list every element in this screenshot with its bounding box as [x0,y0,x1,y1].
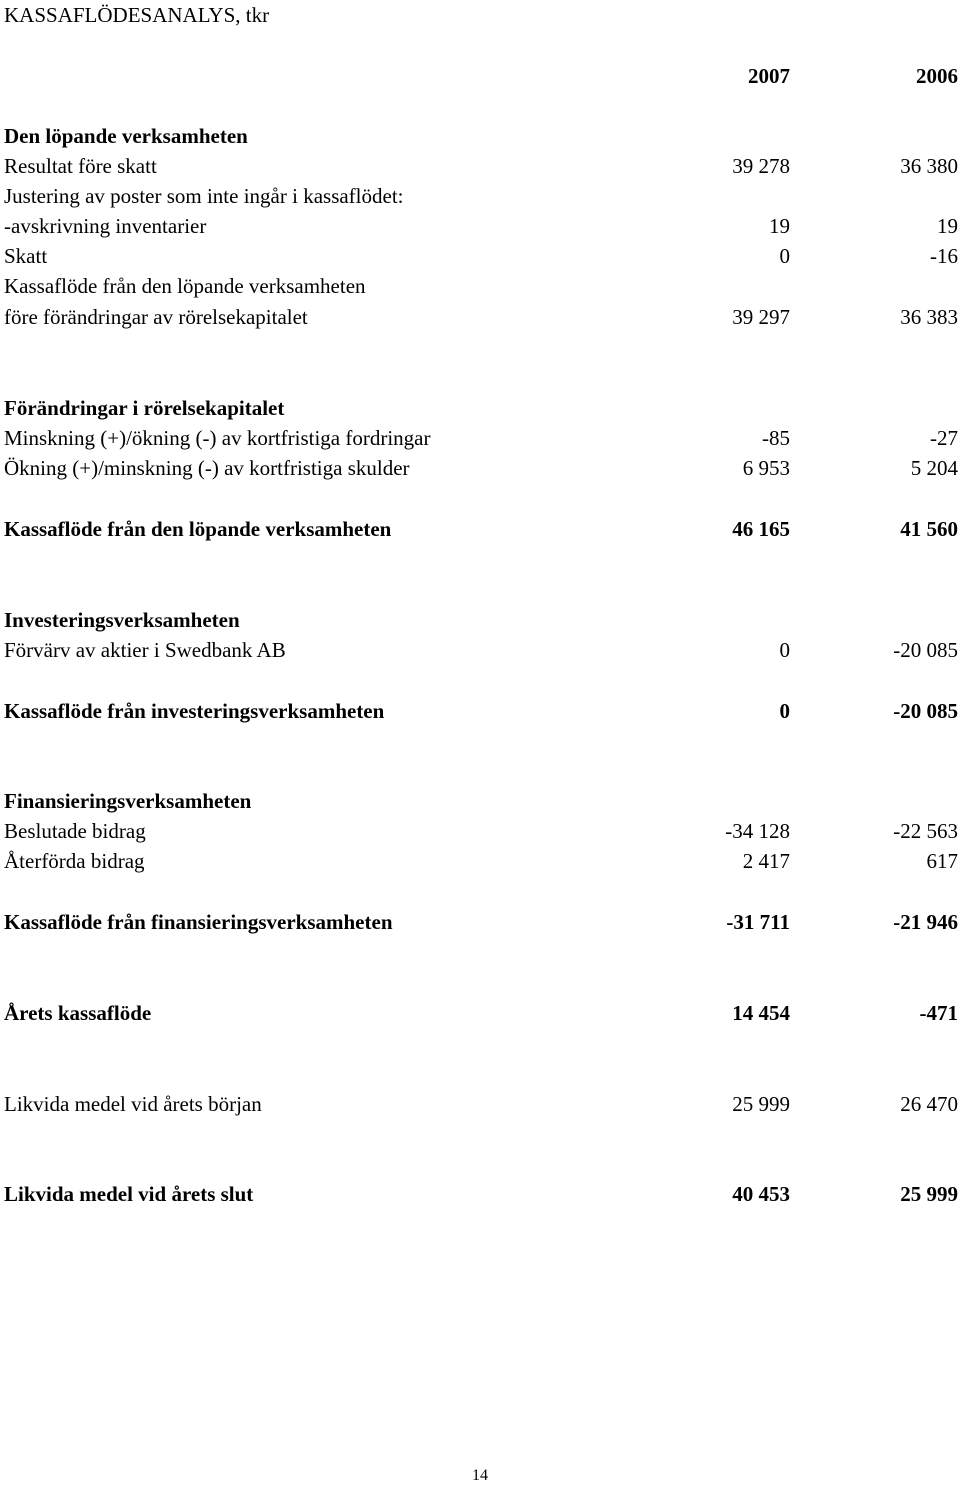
value-2006: 25 999 [900,1182,958,1206]
row-label: Kassaflöde från den löpande verksamheten [4,517,392,541]
table-row-tax [4,241,958,271]
value-2006: 617 [926,849,958,873]
section-heading-label: Förändringar i rörelsekapitalet [4,396,285,420]
value-2007: -34 128 [725,819,790,843]
section-heading-label: Investeringsverksamheten [4,608,240,632]
table-row-result-before-tax [4,151,958,181]
section-heading-operating [4,121,958,151]
value-2006: -471 [919,1001,958,1025]
row-label: Kassaflöde från investeringsverksamheten [4,699,385,723]
page-title: KASSAFLÖDESANALYS, tkr [4,3,270,27]
page-number: 14 [472,1467,488,1484]
value-2007: 14 454 [732,1001,790,1025]
value-2007: 19 [769,214,790,238]
year-header-row [4,61,958,91]
value-2006: 5 204 [910,456,958,480]
row-label: Beslutade bidrag [4,819,146,843]
row-label: före förändringar av rörelsekapitalet [4,305,308,329]
row-label: Minskning (+)/ökning (-) av kortfristiga fordringar [4,426,431,450]
total-row-cash-end [4,1179,958,1209]
value-2007: 25 999 [732,1092,790,1116]
value-2007: 40 453 [732,1182,790,1206]
table-row-cash-start [4,1089,958,1119]
row-label: Återförda bidrag [4,849,145,873]
table-row-depreciation [4,211,958,241]
table-row-shares [4,635,958,665]
value-2006: 36 380 [900,154,958,178]
value-2007: 39 278 [732,154,790,178]
table-row-grants-returned [4,846,958,876]
total-row-year-cashflow [4,998,958,1028]
value-2006: -20 085 [893,638,958,662]
table-row-subtotal [4,302,958,332]
section-heading-financing [4,786,958,816]
row-label: Skatt [4,244,48,268]
row-label: Förvärv av aktier i Swedbank AB [4,638,286,662]
value-2007: 0 [779,638,790,662]
value-2006: 36 383 [900,305,958,329]
row-label: Ökning (+)/minskning (-) av kortfristiga skulder [4,456,410,480]
row-label: Kassaflöde från finansieringsverksamheten [4,910,393,934]
year-2006-header: 2006 [916,64,958,88]
value-2007: 2 417 [742,849,790,873]
row-label: -avskrivning inventarier [4,214,207,238]
value-2007: 6 953 [742,456,790,480]
table-row-receivables [4,423,958,453]
table-row-subtotal-line1 [4,271,958,301]
value-2007: -85 [762,426,790,450]
value-2006: 19 [937,214,958,238]
section-heading-label: Den löpande verksamheten [4,124,248,148]
value-2007: 46 165 [732,517,790,541]
row-label: Justering av poster som inte ingår i kassaflödet: [4,184,404,208]
value-2007: 39 297 [732,305,790,329]
value-2006: -16 [930,244,958,268]
value-2006: -22 563 [893,819,958,843]
value-2006: 41 560 [900,517,958,541]
table-row-adjustments-label [4,181,958,211]
value-2006: 26 470 [900,1092,958,1116]
year-2007-header: 2007 [748,64,790,88]
row-label: Kassaflöde från den löpande verksamheten [4,274,366,298]
value-2007: -31 711 [726,910,790,934]
row-label: Resultat före skatt [4,154,157,178]
row-label: Årets kassaflöde [4,1001,152,1025]
row-label: Likvida medel vid årets början [4,1092,262,1116]
value-2007: 0 [779,244,790,268]
value-2006: -20 085 [893,699,958,723]
total-row-financing [4,907,958,937]
table-row-grants-decided [4,816,958,846]
value-2007: 0 [779,699,790,723]
value-2006: -21 946 [893,910,958,934]
section-heading-investing [4,605,958,635]
table-row-liabilities [4,453,958,483]
row-label: Likvida medel vid årets slut [4,1182,254,1206]
value-2006: -27 [930,426,958,450]
section-heading-label: Finansieringsverksamheten [4,789,252,813]
section-heading-working-capital [4,393,958,423]
total-row-operating [4,514,958,544]
total-row-investing [4,696,958,726]
